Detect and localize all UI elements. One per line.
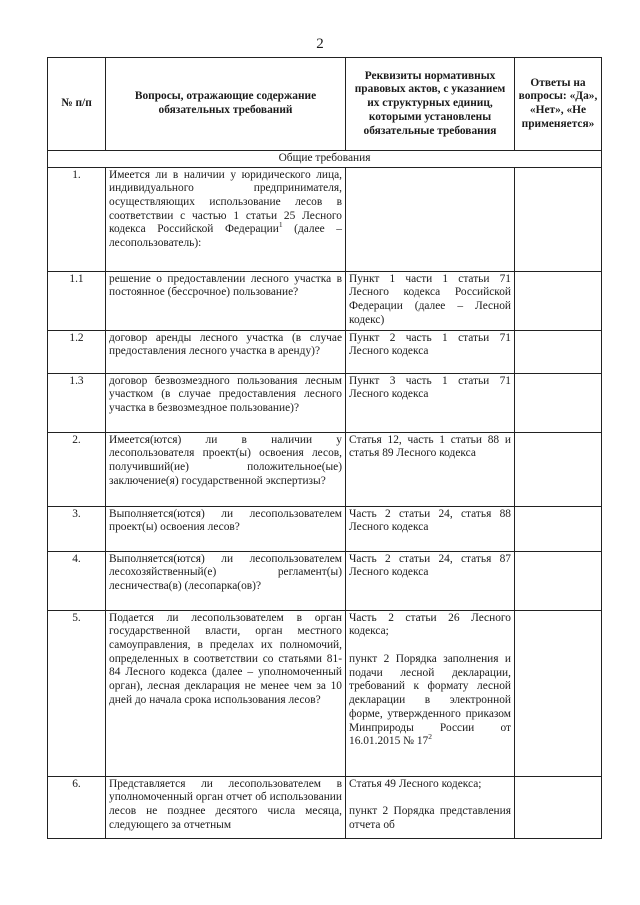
table-row <box>48 551 602 610</box>
row-requisites: Пункт 2 часть 1 статьи 71 Лесного кодекса <box>346 330 515 373</box>
row-requisites <box>346 167 515 271</box>
row-answer-cell[interactable] <box>515 271 602 330</box>
row-question: Выполняется(ются) ли лесопользователем лесохозяйственный(е) регламент(ы) лесничества(в) (лесопарка(ов)? <box>106 551 346 610</box>
row-requisites: Часть 2 статьи 26 Лесного кодекса; пункт 2 Порядка заполнения и подачи лесной декларации, требований к формату лесной декларации в электронной форме, утвержденного приказом Минприроды России от 16.01.2015 № $17^2$ <box>346 610 515 776</box>
table-row <box>48 506 602 551</box>
footnote-mark: 1 <box>278 220 283 230</box>
row-question: договор аренды лесного участка (в случае предоставления лесного участка в аренду)? <box>106 330 346 373</box>
row-question: Представляется ли лесопользователем в уполномоченный орган отчет об использовании лесов не позднее десятого числа месяца, следующего за отчетным <box>106 776 346 838</box>
table-row <box>48 167 602 271</box>
row-number: 1.3 <box>48 373 106 432</box>
row-requisites: Часть 2 статьи 24, статья 87 Лесного кодекса <box>346 551 515 610</box>
row-number: 1.2 <box>48 330 106 373</box>
section-row <box>48 151 602 168</box>
table-row <box>48 271 602 330</box>
table-row <box>48 330 602 373</box>
row-number: 2. <box>48 432 106 506</box>
row-requisites: Пункт 1 части 1 статьи 71 Лесного кодекса Российской Федерации (далее – Лесной кодекс) <box>346 271 515 330</box>
row-question: Имеется ли в наличии у юридического лица, индивидуального предпринимателя, осуществляющих использование лесов в соответствии с частью 1 статьи 25 Лесного кодекса Российской Федерации$^1$ (далее – лесопользователь): <box>106 167 346 271</box>
row-answer-cell[interactable] <box>515 432 602 506</box>
row-answer-cell[interactable] <box>515 167 602 271</box>
row-requisites: Статья 49 Лесного кодекса; пункт 2 Порядка представления отчета об <box>346 776 515 838</box>
row-question: договор безвозмездного пользования лесным участком (в случае предоставления лесного участка в безвозмездное пользование)? <box>106 373 346 432</box>
row-number: 5. <box>48 610 106 776</box>
footnote-mark: 2 <box>428 732 432 742</box>
row-answer-cell[interactable] <box>515 551 602 610</box>
section-title: Общие требования <box>48 151 602 168</box>
header-requisites: Реквизиты нормативных правовых актов, с указанием их структурных единиц, которыми установлены обязательные требования <box>346 58 515 151</box>
table-row <box>48 373 602 432</box>
page-number: 2 <box>316 36 324 52</box>
row-requisites: Часть 2 статьи 24, статья 88 Лесного кодекса <box>346 506 515 551</box>
row-answer-cell[interactable] <box>515 330 602 373</box>
header-answers: Ответы на вопросы: «Да», «Нет», «Не применяется» <box>515 58 602 151</box>
table-row <box>48 432 602 506</box>
row-answer-cell[interactable] <box>515 610 602 776</box>
row-number: 1. <box>48 167 106 271</box>
row-answer-cell[interactable] <box>515 373 602 432</box>
row-number: 3. <box>48 506 106 551</box>
row-requisites: Статья 12, часть 1 статьи 88 и статья 89 Лесного кодекса <box>346 432 515 506</box>
row-number: 6. <box>48 776 106 838</box>
row-question: Выполняется(ются) ли лесопользователем проект(ы) освоения лесов? <box>106 506 346 551</box>
requirements-table <box>47 57 602 839</box>
row-answer-cell[interactable] <box>515 506 602 551</box>
header-question: Вопросы, отражающие содержание обязательных требований <box>106 58 346 151</box>
table-row <box>48 776 602 838</box>
row-question: решение о предоставлении лесного участка в постоянное (бессрочное) пользование? <box>106 271 346 330</box>
table-header-row <box>48 58 602 151</box>
header-num: № п/п <box>48 58 106 151</box>
row-question: Имеется(ются) ли в наличии у лесопользователя проект(ы) освоения лесов, получивший(ие) положительное(ые) заключение(я) государственной экспертизы? <box>106 432 346 506</box>
table-row <box>48 610 602 776</box>
row-answer-cell[interactable] <box>515 776 602 838</box>
row-number: 1.1 <box>48 271 106 330</box>
row-number: 4. <box>48 551 106 610</box>
row-requisites: Пункт 3 часть 1 статьи 71 Лесного кодекса <box>346 373 515 432</box>
row-question: Подается ли лесопользователем в орган государственной власти, орган местного самоуправления, в пределах их полномочий, определенных в соответствии со статьями 81-84 Лесного кодекса (далее – уполномоченный орган), лесная декларация не менее чем за 10 дней до начала срока использования лесов? <box>106 610 346 776</box>
